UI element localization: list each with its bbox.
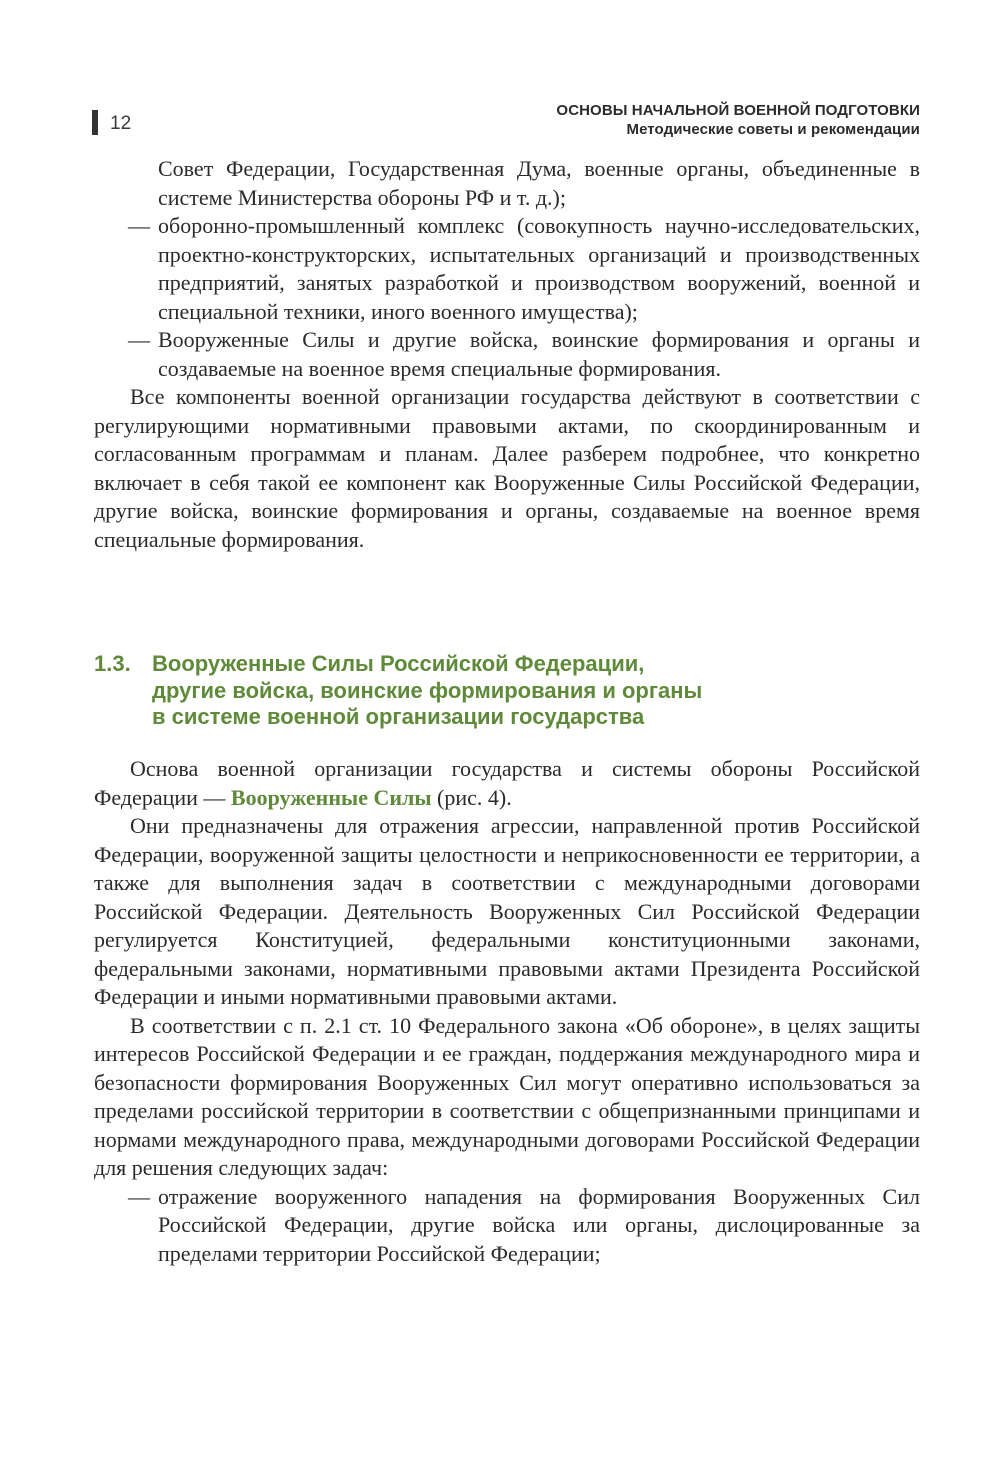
list-item-text: оборонно-промышленный комплекс (совокупность научно-исследовательских, проектно-конструкторских, испытательных организаций и производственных предприятий, занятых разработкой и производством вооружений, военной и специальной техники, иного военного имущества); (158, 213, 920, 324)
section-title-line: в системе военной организации государства (152, 704, 645, 729)
paragraph-text: (рис. 4). (431, 784, 512, 810)
section-title-line: Вооруженные Силы Российской Федерации, (152, 651, 645, 676)
section-number: 1.3. (94, 651, 131, 676)
section-title-line: другие войска, воинские формирования и органы (152, 677, 703, 703)
dash-marker: — (128, 327, 150, 352)
dash-marker: — (128, 213, 150, 238)
list-item (94, 212, 920, 326)
paragraph: В соответствии с п. 2.1 ст. 10 Федерального закона «Об обороне», в целях защиты интересов Российской Федерации и ее граждан, поддержания международного мира и безопасности формирования Вооруженных Сил могут оперативно использоваться за пределами российской территории в соответствии с общепризнанными принципами и нормами международного права, международными договорами Российской Федерации для решения следующих задач: (94, 1012, 920, 1180)
paragraph-text: Основа военной организации государства и системы обороны Российской Федерации — (94, 756, 920, 810)
paragraph: Все компоненты военной организации государства действуют в соответствии с регулирующими нормативными правовыми актами, по скоординированным и согласованным программам и планам. Далее разберем подробнее, что конкретно включает в себя такой ее компонент как Вооруженные Силы Российской Федерации, другие войска, воинские формирования и органы, создаваемые на военное время специальные формирования. (94, 384, 920, 552)
paragraph: Они предназначены для отражения агрессии, направленной против Российской Федерации, вооруженной защиты целостности и неприкосновенности ее территории, а также для выполнения задач в соответствии с международными договорами Российской Федерации. Деятельность Вооруженных Сил Российской Федерации регулируется Конституцией, федеральными конституционными законами, федеральными законами, нормативными правовыми актами Президента Российской Федерации и иными нормативными правовыми актами. (94, 813, 920, 1009)
paragraph (94, 755, 920, 812)
page-number: 12 (110, 113, 132, 134)
list-item-text: Вооруженные Силы и другие войска, воинские формирования и органы и создаваемые на военное время специальные формирования. (158, 327, 920, 381)
dash-marker: — (128, 1183, 150, 1209)
running-header (556, 101, 920, 139)
list-continuation: Совет Федерации, Государственная Дума, военные органы, объединенные в системе Министерства обороны РФ и т. д.); (158, 156, 920, 210)
list-item (94, 1183, 920, 1269)
top-text-block (94, 155, 920, 554)
page-marker-bar (92, 110, 98, 135)
list-item-text: отражение вооруженного нападения на формирования Вооруженных Сил Российской Федерации, другие войска или органы, дислоцированные за пределами территории Российской Федерации; (158, 1183, 920, 1266)
main-text-block (94, 755, 920, 1268)
running-subtitle: Методические советы и рекомендации (626, 121, 920, 138)
emphasis-term: Вооруженные Силы (230, 784, 432, 810)
running-title: ОСНОВЫ НАЧАЛЬНОЙ ВОЕННОЙ ПОДГОТОВКИ (556, 102, 920, 119)
list-item (94, 326, 920, 383)
section-heading (94, 651, 914, 731)
section-title (152, 651, 702, 731)
